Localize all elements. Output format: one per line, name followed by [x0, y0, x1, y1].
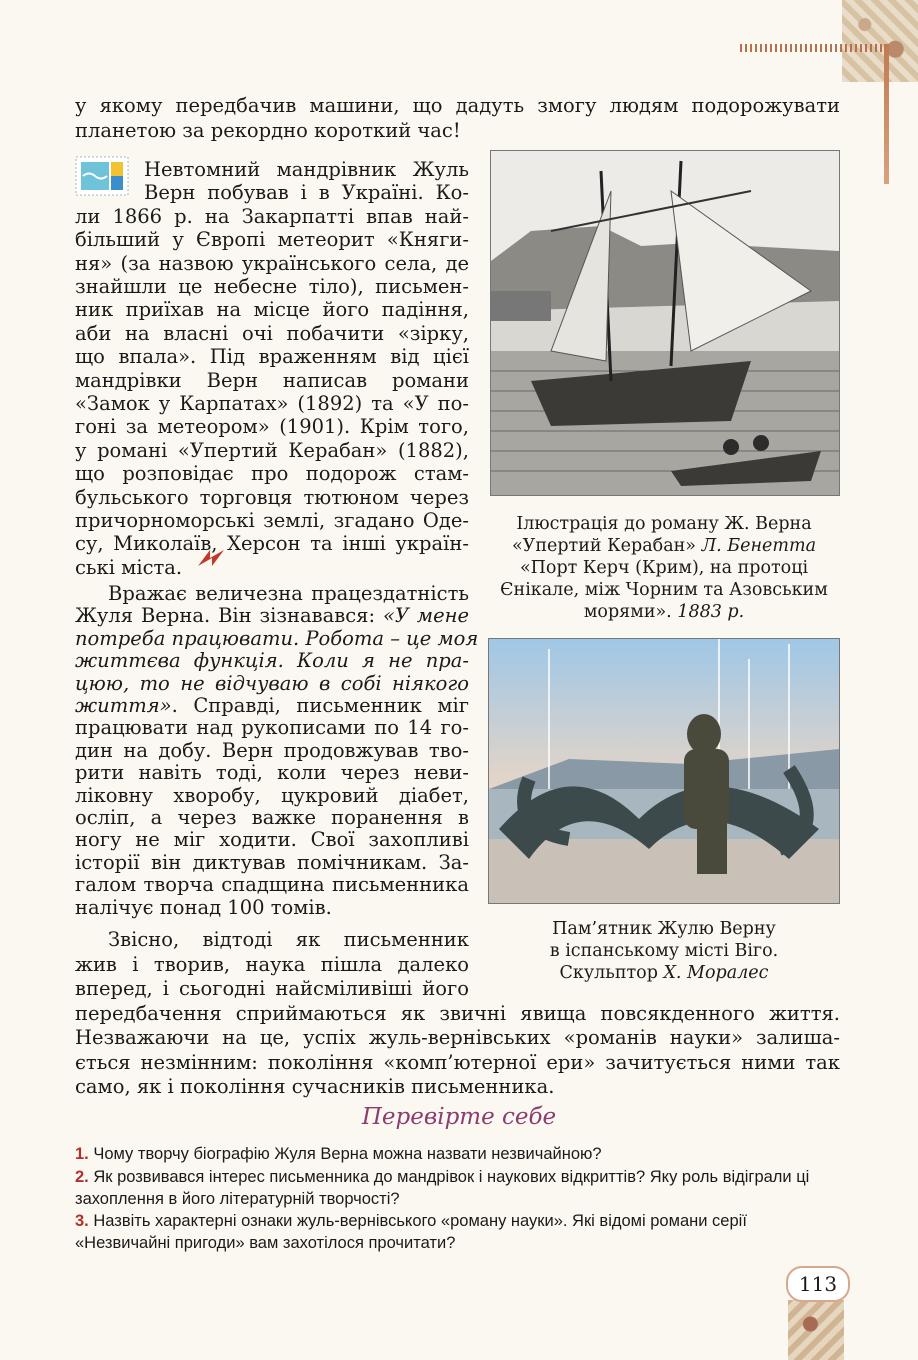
question-item	[75, 1210, 840, 1254]
text-line: Звісно, відтоді як письменник	[108, 928, 469, 951]
text-segment: потреба працювати. Робота – це моя	[75, 626, 479, 650]
corner-ornament-bottom	[788, 1300, 844, 1360]
corner-ornament-top	[842, 0, 918, 82]
text-segment: життя»	[75, 694, 172, 717]
jules-verne-monument-photo	[488, 638, 840, 904]
caption-line	[470, 557, 858, 579]
question-number: 1.	[75, 1145, 89, 1163]
question-text: Як розвивався інтерес письменника до мандрівок і наукових відкриттів? Яку роль відіграли ці захоплення в його літературній творчості?	[75, 1168, 810, 1208]
text-line: що розповідає про подорож стам-	[75, 462, 469, 486]
caption-line	[470, 962, 858, 984]
text-line: знайшли це небесне тіло), письмен-	[75, 275, 469, 298]
text-line	[75, 896, 469, 919]
caption-segment: Л. Бенетта	[701, 536, 817, 556]
text-line: що впала». Під враженням від цієї	[75, 345, 469, 369]
text-line	[75, 806, 469, 829]
text-line: аби на власні очі побачити «зірку,	[75, 321, 469, 345]
caption-segment: «Порт Керч (Крим), на протоці	[519, 558, 809, 578]
text-line	[75, 672, 469, 695]
text-line: само, як і покоління сучасників письменника.	[75, 1075, 555, 1098]
text-line	[75, 694, 469, 717]
text-line: жив і творив, наука пішла далеко	[75, 952, 469, 976]
caption-segment: морями».	[583, 602, 678, 622]
text-line: у романі «Упертий Керабан» (1882),	[75, 438, 469, 462]
decorative-rule-vertical	[884, 44, 889, 184]
caption-ship-illustration	[470, 513, 858, 623]
text-segment: Вражає величезна працездатність	[108, 582, 469, 605]
text-line: причорноморські землі, згадано Оде-	[75, 509, 469, 532]
caption-segment: Ілюстрація до роману Ж. Верна	[516, 514, 812, 534]
question-number: 2.	[75, 1168, 89, 1186]
caption-monument-photo	[470, 918, 858, 984]
text-line: у якому передбачив машини, що дадуть змогу людям подорожувати	[75, 94, 840, 117]
caption-line	[470, 535, 858, 557]
text-segment: . Справді, письменник міг	[171, 694, 469, 717]
caption-segment: в іспанському місті Віго.	[549, 941, 779, 961]
text-segment: цюю, то не відчуваю в собі ніякого	[75, 671, 469, 695]
text-line: передбачення сприймаються як звичні явища повсякденного життя.	[75, 1001, 840, 1025]
text-line: ські міста.	[75, 555, 183, 579]
decorative-rule-horizontal	[740, 44, 890, 52]
caption-segment: Єнікале, між Чорним та Азовським	[500, 580, 828, 600]
text-line: Невтомний мандрівник Жуль	[144, 158, 469, 181]
text-line: більший у Європі метеорит «Княги-	[75, 228, 469, 252]
text-segment: рити навіть тоді, коли через неви-	[75, 761, 469, 785]
text-segment: галом творча спадщина письменника	[75, 873, 469, 897]
text-line	[75, 626, 479, 650]
page-number: 113	[786, 1266, 850, 1302]
caption-segment: Х. Моралес	[663, 963, 769, 983]
paragraph-end-marker-icon	[196, 546, 226, 568]
text-line: Незважаючи на це, успіх жуль-вернівських «романів науки» залиша-	[75, 1026, 840, 1049]
caption-segment: Скульптор	[559, 963, 664, 983]
text-line: планетою за рекордно короткий час!	[75, 119, 461, 142]
caption-segment: Пам’ятник Жулю Верну	[552, 919, 776, 939]
text-line: вперед, і сьогодні найсміливіші його	[75, 977, 469, 1000]
text-line	[75, 784, 469, 807]
text-segment: ліковну хворобу, цукровий діабет,	[75, 783, 469, 807]
ship-illustration	[490, 150, 840, 496]
caption-line	[470, 918, 858, 940]
caption-line	[470, 940, 858, 962]
text-segment: життєва функція. Коли я не пра-	[75, 649, 469, 673]
question-item	[75, 1166, 840, 1210]
postage-stamp-icon	[75, 156, 129, 196]
question-text: Чому творчу біографію Жуля Верна можна назвати незвичайною?	[93, 1145, 602, 1163]
text-line: су, Миколаїв, Херсон та інші україн-	[75, 532, 469, 556]
caption-line	[470, 513, 858, 535]
text-line	[75, 828, 469, 851]
text-segment: історії він диктував помічникам. За-	[75, 850, 469, 874]
text-line: Верн побував і в Україні. Ко-	[144, 181, 469, 205]
text-line	[75, 739, 469, 762]
text-line: ється незмінним: покоління «комп’ютерної ери» зачитується ними так	[75, 1050, 840, 1074]
question-number: 3.	[75, 1212, 89, 1230]
text-line	[75, 851, 469, 874]
text-segment: «У мене	[382, 604, 469, 628]
caption-segment: «Упертий Керабан»	[511, 536, 702, 556]
text-line: мандрівки Верн написав романи	[75, 368, 469, 392]
text-segment: дин на добу. Верн продовжував тво-	[75, 738, 469, 762]
caption-line	[470, 579, 858, 601]
text-line	[108, 582, 469, 605]
section-heading-self-check: Перевірте себе	[361, 1104, 557, 1130]
text-line: бульського торговця тютюном через	[75, 485, 469, 509]
text-segment: Жуля Верна. Він зізнавався:	[75, 604, 383, 628]
text-line	[75, 873, 469, 896]
text-line	[75, 649, 469, 672]
text-line	[75, 604, 469, 627]
text-line: ня» (за назвою українського села, де	[75, 251, 469, 275]
caption-line	[470, 601, 858, 623]
text-segment: налічує понад 100 томів.	[75, 895, 332, 919]
text-line: «Замок у Карпатах» (1892) та «У по-	[75, 392, 469, 415]
text-line	[75, 761, 469, 784]
caption-segment: 1883 р.	[677, 602, 745, 622]
text-line: ли 1866 р. на Закарпатті впав най-	[75, 204, 469, 228]
text-line: гоні за метеором» (1901). Крім того,	[75, 415, 469, 439]
text-segment: ногу не міг ходити. Свої захопливі	[75, 828, 469, 852]
question-item	[75, 1143, 840, 1165]
text-line	[75, 716, 469, 739]
text-line: ник приїхав на місце його падіння,	[75, 298, 469, 322]
text-segment: осліп, а через важке поранення в	[75, 806, 469, 829]
question-text: Назвіть характерні ознаки жуль-вернівського «роману науки». Які відомі романи серії «Незвичайні пригоди» вам захотілося прочитати?	[75, 1212, 747, 1252]
text-segment: працювати над рукописами по 14 го-	[75, 716, 469, 740]
